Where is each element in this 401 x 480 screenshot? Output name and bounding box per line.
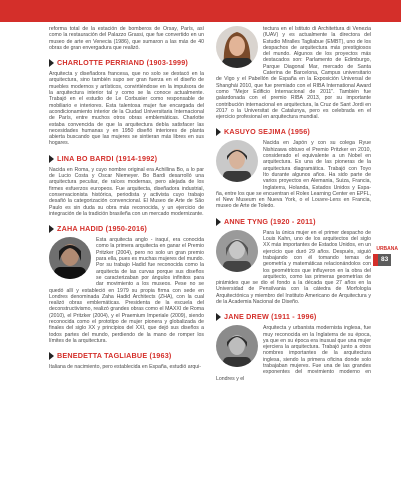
arrow-icon [49, 352, 54, 360]
heading-text: CHARLOTTE PERRIAND (1903-1999) [57, 58, 189, 68]
arrow-icon [216, 218, 221, 226]
portrait-image [49, 237, 91, 279]
heading-text: LINA BO BARDI (1914-1992) [57, 153, 158, 163]
right-column [216, 26, 371, 476]
hadid-text: Esta arquitecta anglo - iraquí, era conocida como la primera arquitecta en ganar el Premio Pritzker (2004), pero no solo un gran premio para ella, pues es muchas mujeres del mundo. Por su trabajo Hadid fue reconocida como la arquitecta de las curvas porque sus diseños se caracterizaban por ángulos infinitos para dar movimiento a los museos. Pese no se quedó allí y estableció en 1979 su propia firma con sede en Londres denominada Zaha Hadid Architects (ZHA), con la cual realizó obras emblemáticas. Presidenta de la escuela del deconstructivismo, realizó grandes obras como el MAXXI de Roma (2010), el Pritzker (2004), y el Praemium Imperiale (2009), siendo reconocida como el prototipo de mujer pionera y globalizada de finales del siglo XX y principios del XXI, que dejó sus diseños a todos partes del mundo, perdiendo de la mano de romper los límites de la arquitectura. [49, 237, 204, 344]
heading-text: ZAHA HADID (1950-2016) [57, 223, 148, 233]
arrow-icon [49, 155, 54, 163]
page-number: 83 [378, 254, 391, 266]
top-color-band [0, 0, 401, 22]
heading-bo-bardi [49, 155, 204, 163]
portrait-image [216, 230, 258, 272]
page-number-tag [373, 254, 401, 266]
article-columns [49, 26, 371, 476]
heading-text: ANNE TYNG (1920 - 2011) [224, 216, 316, 226]
arrow-icon [49, 225, 54, 233]
portrait-image [216, 26, 258, 68]
tagliabue-continued: tectura en el Istituto di Architettura di Venezia (IUAV) y es actualmente la directora del Estudio Miralles Tagliabue (EMBT), uno de los despachos de arquitectura más prestigiosos del mundo. Algunos de los proyectos más destacados son: Parlamento de Edimburgo, Parque Diagonal Mar, mercado de Santa Caterina de Barcelona, Campus universitario de Vigo y el Pabellón de España en la Exposición Universal de Shanghái 2010, que fue premiado con el RIBA International Award como "Mejor Edificio Internacional de 2011". También fue galardonada con el premio RIBA 2013, por su importante contribución internacional en arquitectura, la Cruz de Sant Jordi en 2017 o la Universitat de Catalunya, pero es celebrada en el ejercicio profesional en arquitectura mundial. [216, 26, 371, 121]
section-label: URBANA [376, 246, 398, 252]
drew-portrait [216, 325, 258, 367]
heading-hadid [49, 225, 204, 233]
tagliabue-portrait [216, 26, 258, 68]
left-column [49, 26, 204, 476]
intro-paragraph: reforma total de la estación de bomberos de Orsay, París, así como la restauración del Palazzo Grassi, que fue convertido en un museo de arte en Venecia (1986), que sumaron a las más de 40 obras de gran envergadura que realizó. [49, 26, 204, 51]
tyng-portrait [216, 230, 258, 272]
heading-sejima [216, 128, 371, 136]
portrait-image [216, 325, 258, 367]
perriand-text: Arquitecta y diseñadora francesa, que no solo se destacó en la arquitectura, sino también supo ser gran fuerza en el diseño de muebles modernos y artísticos, convirtiéndose en la impulsora de la arquitectura interior tal y como se la conoce actualmente. Trabajó en el estudio de Le Corbusier como responsable de mobiliario e interiores. Esta talentosa mujer fue encargada del acondicionamiento interior de la Ciudad Universitaria Internacional de París, entre muchos otros obras emblemáticas. Charlotte estaba convencida de que la arquitectura debía satisfacer las necesidades humanas y en 1950 diseñó interiores de planta abierta buscando que las mujeres se sintieran más libres en sus hogares. [49, 71, 204, 147]
heading-tagliabue [49, 352, 204, 360]
heading-text: JANE DREW (1911 - 1996) [224, 312, 317, 322]
hadid-portrait [49, 237, 91, 279]
arrow-icon [216, 313, 221, 321]
arrow-icon [49, 59, 54, 67]
heading-perriand [49, 59, 204, 67]
heading-tyng [216, 218, 371, 226]
arrow-icon [216, 128, 221, 136]
heading-text: KASUYO SEJIMA (1956) [224, 127, 311, 137]
sejima-text: Nacida en Japón y con su colega Ryue Nishizawa obtuvo el Premio Pritzker en 2010, considerado el equivalente a un Nobel en arquitectura. Es una de las pioneras de la arquitectura diagramática. Trabajó con Toyo Ito durante algunos años. Ha sido parte de varios proyectos en Alemania, Suiza, Francia, Inglaterra, Holanda, Estados Unidos y Espa-ña, entre los que se encuentran el Rolex Learning Center en EPFL, el New Museum en Nueva York, o el Louvre-Lens en Francia, museo de Arte de Toledo. [216, 140, 371, 210]
drew-text: Arquitecta y urbanista modernista inglesa, fue muy reconocida en la Inglaterra de su época, ya que en su época era inusual que una mujer ejerciera la arquitectura. Trabajó junto a otros nombres importantes de la arquitectura inglesa, siendo la primera oficina donde solo trabajaban mujeres. Fue una de las grandes exponentes del movimiento moderno en Londres y el [216, 325, 371, 382]
heading-drew [216, 313, 371, 321]
heading-text: BENEDETTA TAGLIABUE (1963) [57, 351, 172, 361]
tyng-text: Para la única mujer en el primer despacho de Louis Kahn, uno de los arquitectos del siglo XX más importantes de Estados Unidos, en un ejercicio que duró 29 años. Después, siguió trabajando con él tomando temas de geometría y matemáticas relacionándolos con los geométricos que influyeron en la obra del arquitecto, como las primeras geometrías de pirámides que se dio el fondo a la década que 27 años en la Universidad de Pensilvania con la cátedra de Morfología Arquitectónica y miembro del Instituto Americano de Arquitectura y de la Academia Nacional de Diseño. [216, 229, 371, 305]
tagliabue-text: Italiana de nacimiento, pero establecida en España, estudió arqui- [49, 364, 201, 371]
bo-bardi-text: Nacida en Roma, y cuyo nombre original era Achillina Bo, a lo par de Lucio Costa y Oscar Niemeyer. Bo Bardi desarrolló una arquitectura peculiar, de raíces modernas, pero alejada de los firmes esfuerzos europeos. Fue arquitecta, diseñadora industrial, conservacionista histórica, periodista y activista cuyo trabajo desafió la categorización convencional. El Museo de Arte de São Paulo es sin duda su obra más reconocida, y un ejercicio de integración de la tradición brasileña con un mercado modernizante. [49, 166, 204, 217]
